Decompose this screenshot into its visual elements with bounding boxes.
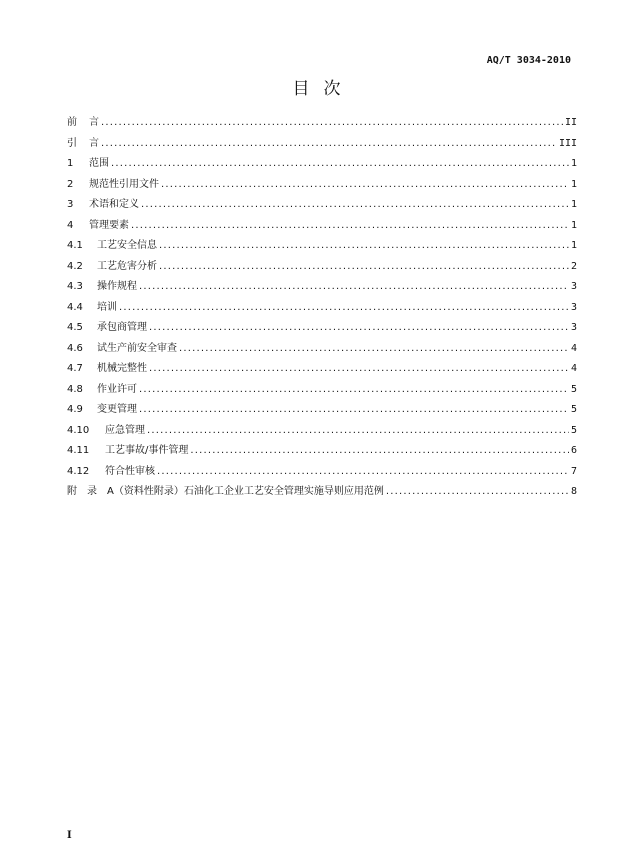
toc-entry-label: 工艺安全信息: [97, 240, 157, 251]
toc-entry-page: III: [558, 137, 577, 149]
toc-entry-label: 工艺事故/事件管理: [105, 445, 189, 456]
toc-leader-dots: [139, 281, 569, 292]
toc-entry[interactable]: [67, 154, 577, 175]
standard-number: AQ/T 3034-2010: [486, 55, 571, 66]
toc-entry-page: 1: [570, 158, 577, 169]
toc-entry[interactable]: [67, 359, 577, 380]
toc-entry[interactable]: [67, 482, 577, 503]
toc-entry[interactable]: [67, 400, 577, 421]
toc-entry-page: 3: [570, 301, 577, 313]
toc-entry-page: 6: [570, 445, 577, 456]
toc-entry-label: 术语和定义: [89, 199, 139, 210]
toc-entry[interactable]: [67, 216, 577, 237]
toc-entry-number: 引: [67, 137, 77, 149]
toc-entry-number: 4.1: [67, 240, 83, 251]
toc-leader-dots: [101, 138, 557, 149]
toc-entry-page: 1: [570, 219, 577, 231]
toc-entry-label: 言: [89, 137, 99, 149]
toc-entry-page: 4: [570, 363, 577, 374]
toc-entry[interactable]: [67, 257, 577, 278]
toc-leader-dots: [101, 117, 563, 128]
toc-entry-page: II: [564, 117, 577, 128]
toc-entry-label: 言: [89, 117, 99, 128]
page-number: I: [67, 830, 72, 841]
toc-entry[interactable]: [67, 113, 577, 134]
toc-entry-number: 4.6: [67, 342, 83, 354]
toc-entry-page: 3: [570, 281, 577, 292]
toc-entry-number: 4.10: [67, 424, 90, 436]
toc-entry[interactable]: [67, 236, 577, 257]
toc-entry-label: 符合性审核: [105, 465, 155, 477]
toc-entry-label: 应急管理: [105, 424, 145, 436]
toc-entry[interactable]: [67, 277, 577, 298]
toc-entry-label: 变更管理: [97, 404, 137, 415]
toc-entry-number: 附 录: [67, 486, 97, 497]
toc-entry-number: 4.7: [67, 363, 83, 374]
toc-entry[interactable]: [67, 380, 577, 401]
toc-leader-dots: [190, 445, 569, 456]
toc-entry-page: 3: [570, 322, 577, 333]
toc-entry[interactable]: [67, 298, 577, 319]
toc-leader-dots: [141, 199, 569, 210]
toc-entry[interactable]: [67, 462, 577, 483]
toc-entry-label: 作业许可: [97, 383, 137, 395]
toc-entry-number: 2: [67, 178, 74, 190]
toc-leader-dots: [161, 179, 569, 190]
toc-leader-dots: [386, 486, 569, 497]
toc-entry-label: 承包商管理: [97, 322, 147, 333]
toc-entry-number: 1: [67, 158, 74, 169]
page-title: 目次: [292, 79, 355, 99]
toc-entry-number: 4.4: [67, 301, 83, 313]
toc-entry[interactable]: [67, 195, 577, 216]
toc-entry-number: 前: [67, 117, 77, 128]
toc-entry-page: 4: [570, 342, 577, 354]
toc-entry-number: 4.12: [67, 465, 90, 477]
toc-entry-label: 机械完整性: [97, 363, 147, 374]
toc-entry-page: 5: [570, 424, 577, 436]
toc-entry-page: 2: [570, 260, 577, 272]
toc-entry-page: 1: [570, 178, 577, 190]
toc-entry[interactable]: [67, 421, 577, 442]
toc-entry[interactable]: [67, 318, 577, 339]
toc-entry-page: 8: [570, 486, 577, 497]
table-of-contents: [67, 113, 577, 503]
toc-leader-dots: [139, 404, 569, 415]
toc-leader-dots: [131, 220, 569, 231]
toc-entry-page: 1: [570, 199, 577, 210]
toc-leader-dots: [119, 302, 569, 313]
toc-leader-dots: [111, 158, 569, 169]
toc-leader-dots: [149, 363, 569, 374]
toc-entry[interactable]: [67, 441, 577, 462]
toc-entry-label: 规范性引用文件: [89, 178, 159, 190]
toc-entry-label: 操作规程: [97, 281, 137, 292]
toc-leader-dots: [159, 261, 569, 272]
toc-entry[interactable]: [67, 339, 577, 360]
toc-entry-page: 5: [570, 383, 577, 395]
toc-entry-label: 工艺危害分析: [97, 260, 157, 272]
toc-leader-dots: [139, 384, 569, 395]
toc-entry-number: 4.9: [67, 404, 83, 415]
toc-entry-number: 4: [67, 219, 74, 231]
toc-entry-number: 4.11: [67, 445, 90, 456]
toc-entry-number: 4.3: [67, 281, 83, 292]
toc-entry-number: 4.5: [67, 322, 83, 333]
toc-entry-label: 管理要素: [89, 219, 129, 231]
toc-entry-label: 范围: [89, 158, 109, 169]
toc-entry-number: 4.8: [67, 383, 83, 395]
toc-leader-dots: [179, 343, 569, 354]
toc-leader-dots: [157, 466, 569, 477]
toc-leader-dots: [147, 425, 569, 436]
toc-entry-label: 试生产前安全审查: [97, 342, 177, 354]
toc-entry-label: A（资料性附录）石油化工企业工艺安全管理实施导则应用范例: [107, 486, 384, 497]
toc-entry-page: 7: [570, 465, 577, 477]
toc-entry-label: 培训: [97, 301, 117, 313]
toc-entry-page: 5: [570, 404, 577, 415]
toc-leader-dots: [149, 322, 569, 333]
toc-entry-page: 1: [570, 240, 577, 251]
toc-leader-dots: [159, 240, 569, 251]
toc-entry-number: 3: [67, 199, 74, 210]
toc-entry[interactable]: [67, 134, 577, 155]
toc-entry-number: 4.2: [67, 260, 83, 272]
toc-entry[interactable]: [67, 175, 577, 196]
